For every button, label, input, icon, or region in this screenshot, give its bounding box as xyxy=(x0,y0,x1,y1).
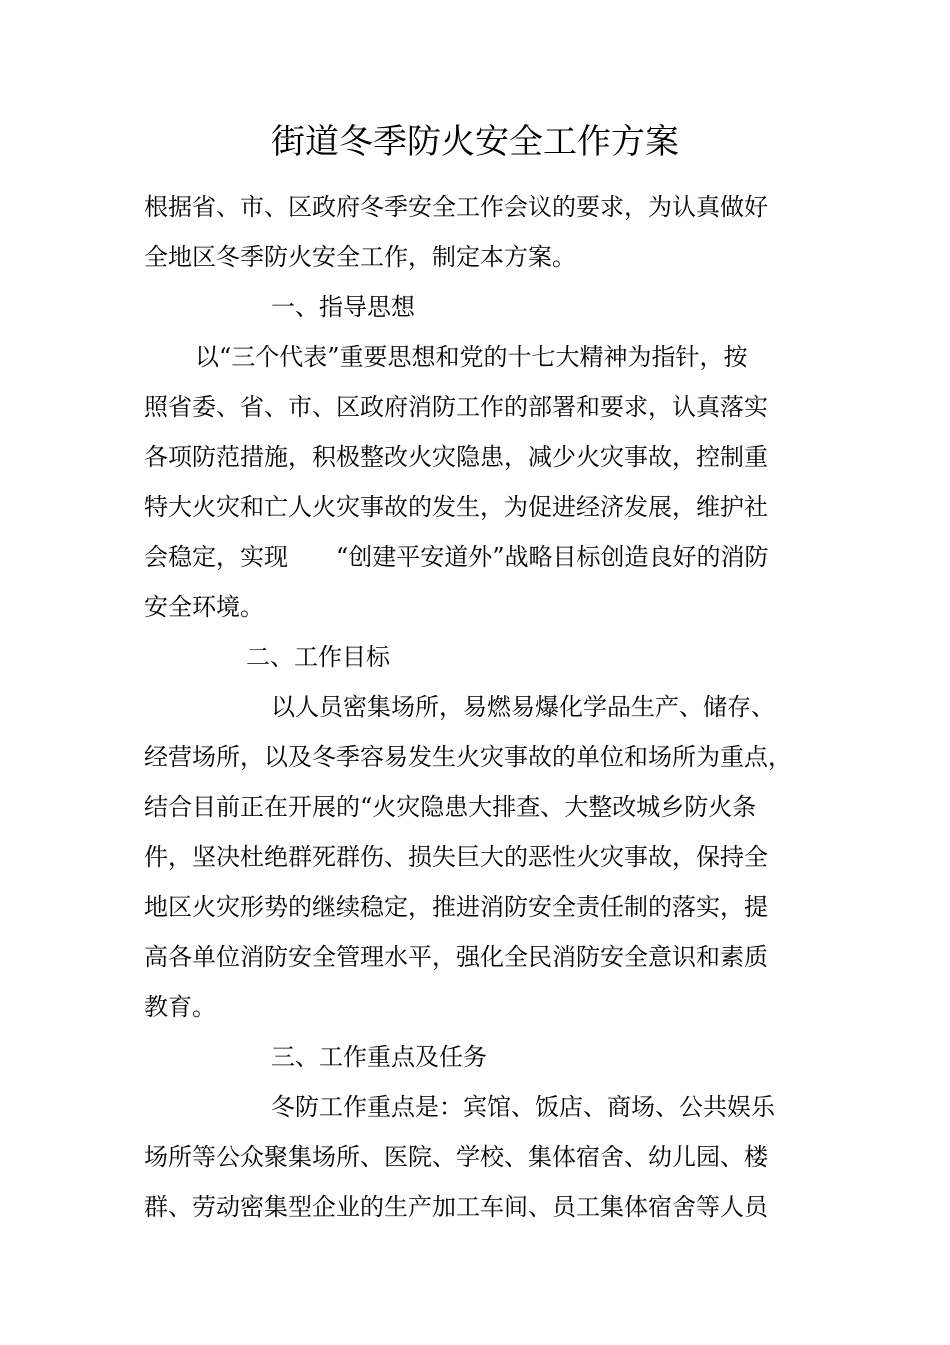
paragraph-line: 照省委、省、市、区政府消防工作的部署和要求，认真落实 xyxy=(144,393,768,421)
paragraph-line: 以“三个代表”重要思想和党的十七大精神为指针，按 xyxy=(195,343,748,371)
paragraph-line: 各项防范措施，积极整改火灾隐患，减少火灾事故，控制重 xyxy=(144,443,768,471)
paragraph-line: 冬防工作重点是：宾馆、饭店、商场、公共娱乐 xyxy=(271,1093,775,1121)
paragraph-line: 经营场所，以及冬季容易发生火灾事故的单位和场所为重点， xyxy=(144,743,792,771)
paragraph-line: 以人员密集场所，易燃易爆化学品生产、储存、 xyxy=(271,693,775,721)
paragraph-line: 会稳定，实现 “创建平安道外”战略目标创造良好的消防 xyxy=(144,543,769,571)
intro-line-2: 全地区冬季防火安全工作，制定本方案。 xyxy=(144,243,576,271)
section-heading-work-goals: 二、工作目标 xyxy=(246,643,390,671)
paragraph-line: 教育。 xyxy=(144,993,216,1021)
document-title: 街道冬季防火安全工作方案 xyxy=(271,122,679,162)
paragraph-line: 件，坚决杜绝群死群伤、损失巨大的恶性火灾事故，保持全 xyxy=(144,843,768,871)
paragraph-line: 结合目前正在开展的“火灾隐患大排查、大整改城乡防火条 xyxy=(144,793,757,821)
section-heading-key-tasks: 三、工作重点及任务 xyxy=(271,1043,487,1071)
paragraph-line: 场所等公众聚集场所、医院、学校、集体宿舍、幼儿园、楼 xyxy=(144,1143,768,1171)
paragraph-line: 群、劳动密集型企业的生产加工车间、员工集体宿舍等人员 xyxy=(144,1193,768,1221)
paragraph-line: 地区火灾形势的继续稳定，推进消防安全责任制的落实，提 xyxy=(144,893,768,921)
paragraph-line: 高各单位消防安全管理水平，强化全民消防安全意识和素质 xyxy=(144,943,768,971)
section-heading-guiding-ideology: 一、指导思想 xyxy=(271,293,415,321)
intro-line-1: 根据省、市、区政府冬季安全工作会议的要求，为认真做好 xyxy=(144,193,768,221)
paragraph-line: 安全环境。 xyxy=(144,593,264,621)
paragraph-line: 特大火灾和亡人火灾事故的发生，为促进经济发展，维护社 xyxy=(144,493,768,521)
